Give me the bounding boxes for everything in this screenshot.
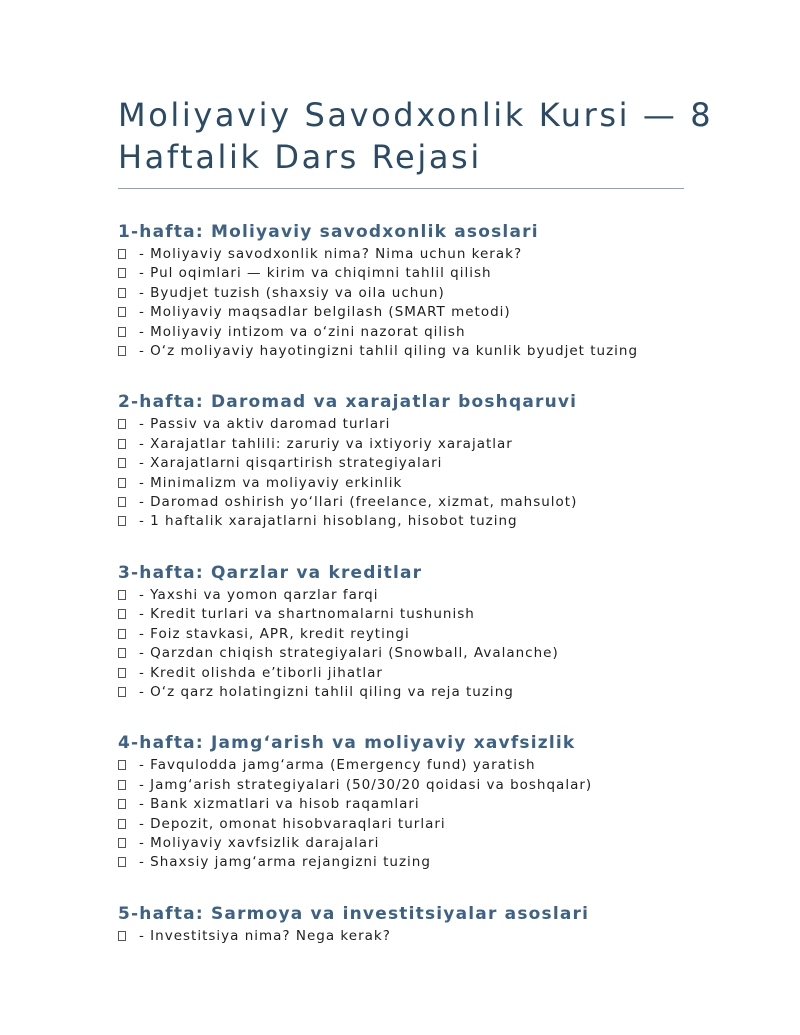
list-item: [118, 284, 768, 303]
document-page: [118, 94, 768, 946]
list-item-text: - Bank xizmatlari va hisob raqamlari: [139, 796, 420, 813]
week-section: [118, 391, 768, 531]
list-item: [118, 245, 768, 264]
list-item-text: - Passiv va aktiv daromad turlari: [139, 416, 391, 433]
missing-glyph-bullet-icon: [118, 629, 126, 639]
missing-glyph-bullet-icon: [118, 609, 126, 619]
missing-glyph-bullet-icon: [118, 780, 126, 790]
list-item-text: - Qarzdan chiqish strategiyalari (Snowball, Avalanche): [139, 645, 559, 662]
list-item-text: - O‘z moliyaviy hayotingizni tahlil qiling va kunlik byudjet tuzing: [139, 343, 639, 360]
topic-list: [118, 245, 768, 361]
list-item-text: - Xarajatlar tahlili: zaruriy va ixtiyoriy xarajatlar: [139, 435, 513, 452]
missing-glyph-bullet-icon: [118, 327, 126, 337]
list-item-text: - Depozit, omonat hisobvaraqlari turlari: [139, 815, 446, 832]
missing-glyph-bullet-icon: [118, 249, 126, 259]
missing-glyph-bullet-icon: [118, 497, 126, 507]
list-item: [118, 683, 768, 702]
missing-glyph-bullet-icon: [118, 648, 126, 658]
list-item: [118, 342, 768, 361]
list-item: [118, 776, 768, 795]
list-item-text: - Kredit turlari va shartnomalarni tushunish: [139, 606, 475, 623]
missing-glyph-bullet-icon: [118, 458, 126, 468]
list-item-text: - Kredit olishda e’tiborli jihatlar: [139, 664, 383, 681]
list-item: [118, 605, 768, 624]
topic-list: [118, 756, 768, 872]
title-divider: [118, 188, 684, 189]
document-title: Moliyaviy Savodxonlik Kursi — 8 Haftalik Dars Rejasi: [118, 96, 714, 176]
week-section: [118, 562, 768, 702]
missing-glyph-bullet-icon: [118, 516, 126, 526]
list-item: [118, 415, 768, 434]
list-item: [118, 303, 768, 322]
list-item: [118, 815, 768, 834]
list-item-text: - Investitsiya nima? Nega kerak?: [139, 927, 391, 944]
list-item-text: - Favqulodda jamg‘arma (Emergency fund) yaratish: [139, 757, 536, 774]
missing-glyph-bullet-icon: [118, 590, 126, 600]
topic-list: [118, 415, 768, 531]
missing-glyph-bullet-icon: [118, 419, 126, 429]
section-heading: 3-hafta: Qarzlar va kreditlar: [118, 562, 423, 583]
list-item: [118, 664, 768, 683]
missing-glyph-bullet-icon: [118, 819, 126, 829]
list-item-text: - Shaxsiy jamg‘arma rejangizni tuzing: [139, 854, 431, 871]
section-heading: 2-hafta: Daromad va xarajatlar boshqaruvi: [118, 392, 578, 413]
list-item-text: - Byudjet tuzish (shaxsiy va oila uchun): [139, 284, 445, 301]
sections-container: [118, 221, 768, 946]
missing-glyph-bullet-icon: [118, 307, 126, 317]
missing-glyph-bullet-icon: [118, 346, 126, 356]
missing-glyph-bullet-icon: [118, 799, 126, 809]
list-item: [118, 512, 768, 531]
list-item: [118, 834, 768, 853]
missing-glyph-bullet-icon: [118, 268, 126, 278]
topic-list: [118, 927, 768, 946]
list-item: [118, 264, 768, 283]
list-item-text: - Minimalizm va moliyaviy erkinlik: [139, 474, 403, 491]
list-item-text: - Moliyaviy maqsadlar belgilash (SMART metodi): [139, 304, 511, 321]
week-section: [118, 903, 768, 946]
list-item: [118, 795, 768, 814]
missing-glyph-bullet-icon: [118, 687, 126, 697]
list-item-text: - Yaxshi va yomon qarzlar farqi: [139, 586, 379, 603]
missing-glyph-bullet-icon: [118, 838, 126, 848]
week-section: [118, 221, 768, 361]
missing-glyph-bullet-icon: [118, 288, 126, 298]
missing-glyph-bullet-icon: [118, 857, 126, 867]
list-item: [118, 927, 768, 946]
list-item-text: - Xarajatlarni qisqartirish strategiyalari: [139, 455, 443, 472]
list-item-text: - 1 haftalik xarajatlarni hisoblang, hisobot tuzing: [139, 513, 518, 530]
list-item-text: - O‘z qarz holatingizni tahlil qiling va reja tuzing: [139, 683, 514, 700]
list-item: [118, 435, 768, 454]
section-heading: 5-hafta: Sarmoya va investitsiyalar asoslari: [118, 903, 590, 924]
list-item-text: - Moliyaviy intizom va o‘zini nazorat qilish: [139, 323, 466, 340]
list-item: [118, 644, 768, 663]
list-item: [118, 853, 768, 872]
list-item: [118, 756, 768, 775]
list-item: [118, 323, 768, 342]
week-section: [118, 732, 768, 872]
list-item-text: - Daromad oshirish yo‘llari (freelance, xizmat, mahsulot): [139, 494, 578, 511]
missing-glyph-bullet-icon: [118, 760, 126, 770]
missing-glyph-bullet-icon: [118, 931, 126, 941]
missing-glyph-bullet-icon: [118, 478, 126, 488]
list-item-text: - Foiz stavkasi, APR, kredit reytingi: [139, 625, 410, 642]
list-item: [118, 474, 768, 493]
list-item-text: - Moliyaviy xavfsizlik darajalari: [139, 834, 380, 851]
section-heading: 4-hafta: Jamg‘arish va moliyaviy xavfsizlik: [118, 733, 576, 754]
list-item: [118, 625, 768, 644]
list-item: [118, 586, 768, 605]
list-item-text: - Jamg‘arish strategiyalari (50/30/20 qoidasi va boshqalar): [139, 776, 593, 793]
section-heading: 1-hafta: Moliyaviy savodxonlik asoslari: [118, 222, 539, 242]
missing-glyph-bullet-icon: [118, 668, 126, 678]
list-item-text: - Pul oqimlari — kirim va chiqimni tahlil qilish: [139, 265, 492, 282]
list-item: [118, 454, 768, 473]
list-item-text: - Moliyaviy savodxonlik nima? Nima uchun kerak?: [139, 246, 523, 262]
list-item: [118, 493, 768, 512]
missing-glyph-bullet-icon: [118, 439, 126, 449]
topic-list: [118, 586, 768, 702]
